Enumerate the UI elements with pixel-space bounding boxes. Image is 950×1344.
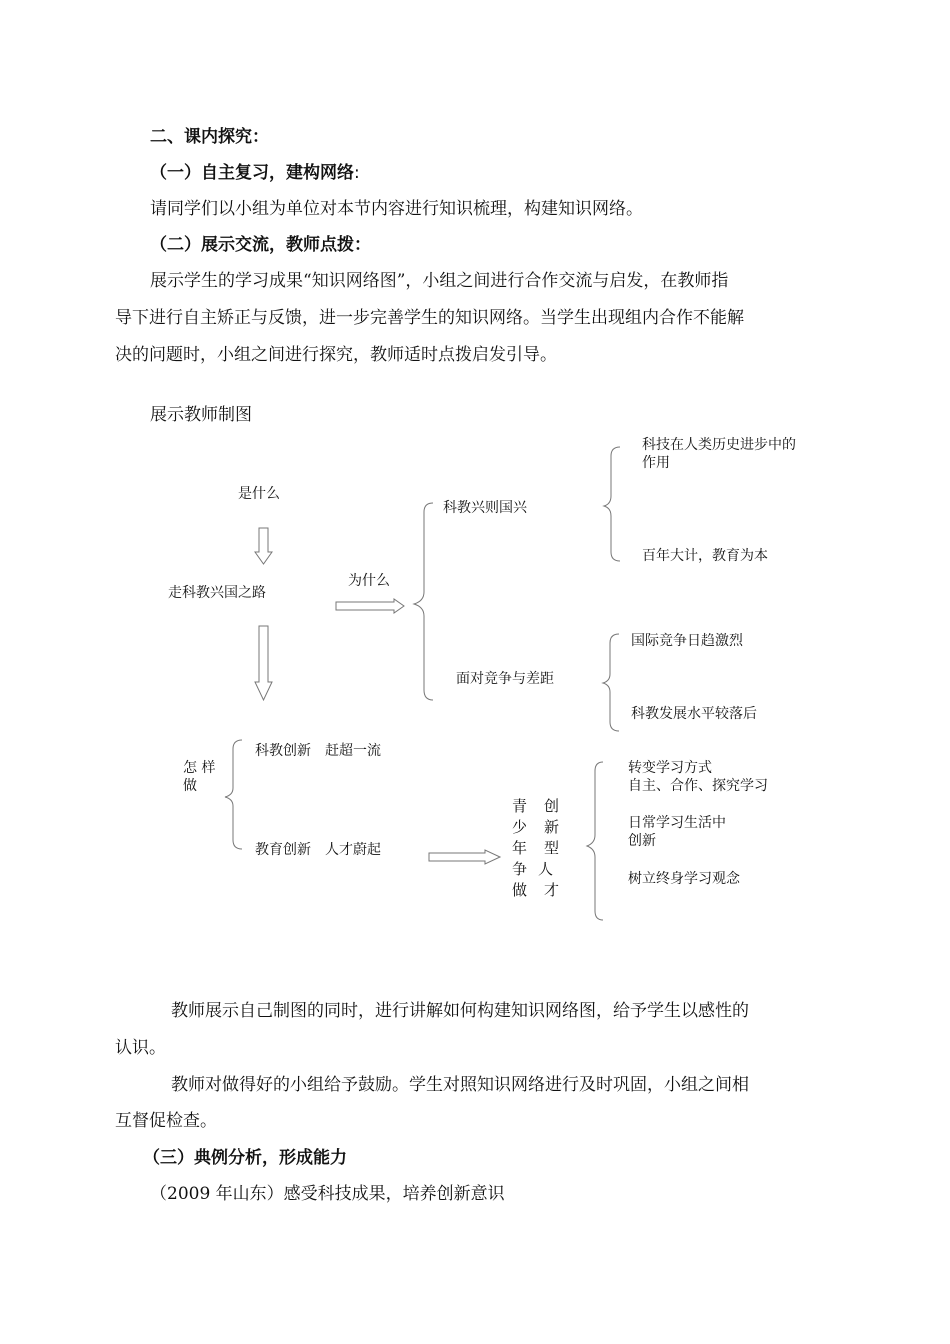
section-heading: 二、课内探究： bbox=[150, 127, 269, 147]
brace-how bbox=[225, 740, 242, 849]
youth-col-1-char: 争 bbox=[512, 860, 528, 878]
after-p2-line-1: 教师对做得好的小组给予鼓励。学生对照知识网络进行及时巩固，小组之间相 bbox=[171, 1075, 749, 1095]
subsection-1-body: 请同学们以小组为单位对本节内容进行知识梳理，构建知识网络。 bbox=[150, 199, 643, 219]
example-line: （2009 年山东）感受科技成果，培养创新意识 bbox=[150, 1184, 505, 1204]
subsection-2-line-2: 导下进行自主矫正与反馈，进一步完善学生的知识网络。当学生出现组内合作不能解 bbox=[115, 308, 744, 328]
diagram-r3: 树立终身学习观念 bbox=[628, 871, 740, 887]
diagram-why-b: 面对竞争与差距 bbox=[456, 671, 554, 687]
diagram-main: 走科教兴国之路 bbox=[168, 585, 266, 601]
diagram-why-a: 科教兴则国兴 bbox=[443, 500, 527, 516]
diagram-what: 是什么 bbox=[238, 486, 280, 502]
diagram-how-line-2: 做 bbox=[183, 778, 197, 794]
youth-col-2-char: 新 bbox=[544, 818, 560, 836]
diagram-how-1: 科教创新 赶超一流 bbox=[255, 743, 381, 759]
brace-youth bbox=[587, 762, 603, 920]
after-p1-line-2: 认识。 bbox=[115, 1038, 166, 1058]
diagram-why-a-2: 百年大计，教育为本 bbox=[642, 548, 768, 564]
youth-col-1-char: 少 bbox=[512, 818, 528, 836]
subsection-2-line-1: 展示学生的学习成果“知识网络图”，小组之间进行合作交流与启发，在教师指 bbox=[150, 271, 729, 291]
subsection-3-heading: （三）典例分析，形成能力 bbox=[143, 1148, 347, 1168]
diagram-why-a-1-line-1: 科技在人类历史进步中的 bbox=[642, 437, 796, 453]
brace-why-b bbox=[603, 634, 619, 731]
diagram-why-b-2: 科教发展水平较落后 bbox=[631, 706, 757, 722]
subsection-2-heading: （二）展示交流，教师点拨： bbox=[150, 235, 371, 255]
subsection-2-line-3: 决的问题时，小组之间进行探究，教师适时点拨启发引导。 bbox=[115, 345, 557, 365]
diagram-r2-line-2: 创新 bbox=[628, 833, 656, 849]
youth-col-2-char: 型 bbox=[544, 839, 560, 857]
youth-col-1-char: 青 bbox=[512, 797, 528, 815]
youth-col-2-char: 人 bbox=[538, 860, 554, 878]
diagram-how-2: 教育创新 人才蔚起 bbox=[255, 842, 381, 858]
diagram-r1-line-1: 转变学习方式 bbox=[628, 760, 712, 776]
right-arrow-youth bbox=[429, 850, 500, 864]
diagram-how-line-1: 怎 样 bbox=[183, 760, 216, 776]
after-p2-line-2: 互督促检查。 bbox=[115, 1111, 217, 1131]
diagram-r1-line-2: 自主、合作、探究学习 bbox=[628, 778, 768, 794]
brace-why-a bbox=[604, 447, 620, 561]
subsection-1-suffix: : bbox=[354, 163, 360, 183]
youth-col-1-char: 年 bbox=[512, 839, 528, 857]
youth-col-2-char: 创 bbox=[544, 797, 560, 815]
diagram-why-a-1-line-2: 作用 bbox=[642, 455, 670, 471]
subsection-1-title: （一）自主复习，建构网络 bbox=[150, 163, 354, 183]
diagram-r2-line-1: 日常学习生活中 bbox=[628, 815, 726, 831]
down-arrow-large bbox=[255, 626, 272, 700]
diagram-why-b-1: 国际竞争日趋激烈 bbox=[631, 633, 743, 649]
after-p1-line-1: 教师展示自己制图的同时，进行讲解如何构建知识网络图，给予学生以感性的 bbox=[171, 1001, 749, 1021]
youth-col-2-char: 才 bbox=[544, 881, 560, 899]
youth-col-1-char: 做 bbox=[512, 881, 528, 899]
brace-why bbox=[414, 503, 433, 700]
figure-intro: 展示教师制图 bbox=[150, 405, 252, 425]
down-arrow-small bbox=[255, 528, 272, 564]
right-arrow-why bbox=[336, 599, 404, 613]
diagram-why: 为什么 bbox=[348, 573, 390, 589]
